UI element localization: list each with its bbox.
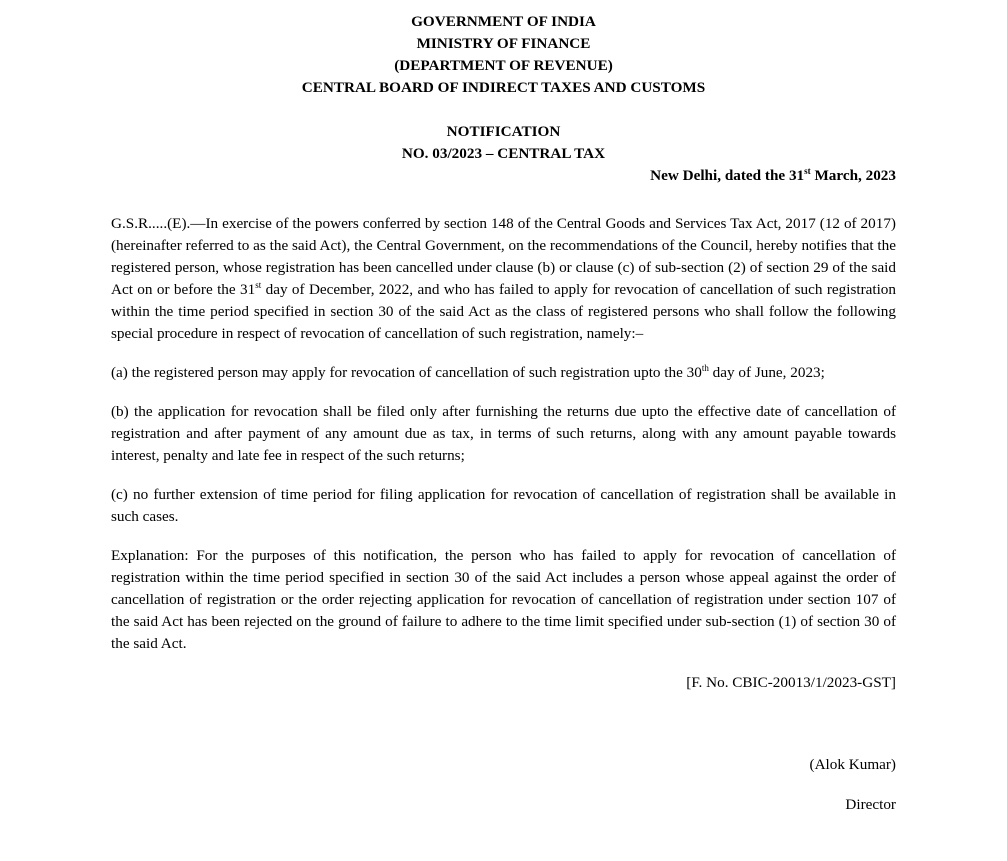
date-prefix: New Delhi, dated the 31: [650, 167, 805, 184]
notification-date: [111, 165, 896, 187]
clause-b: (b) the application for revocation shall be filed only after furnishing the returns due upto the effective date of cancellation of registration and after payment of any amount due as tax, in terms of such returns, along with any amount payable towards interest, penalty and late fee in respect of the such returns;: [111, 403, 896, 464]
signatory-designation: Director: [845, 796, 896, 813]
notification-document: [111, 11, 896, 816]
header-board: CENTRAL BOARD OF INDIRECT TAXES AND CUSTOMS: [301, 79, 706, 96]
header-ministry: MINISTRY OF FINANCE: [416, 35, 591, 52]
preamble-paragraph: [111, 213, 896, 345]
date-suffix: March, 2023: [810, 167, 896, 184]
header-department: (DEPARTMENT OF REVENUE): [394, 57, 613, 74]
explanation-paragraph: Explanation: For the purposes of this notification, the person who has failed to apply for revocation of cancellation of registration within the time period specified in section 30 of the said Act includes a person whose appeal against the order of cancellation of registration or the order rejecting application for revocation of cancellation of registration under section 107 of the said Act has been rejected on the ground of failure to adhere to the time limit specified under sub-section (1) of section 30 of the said Act.: [111, 547, 896, 652]
signatory-name: (Alok Kumar): [809, 756, 896, 773]
clause-a: [111, 362, 896, 384]
preamble-part-b: day of December, 2022, and who has failed to apply for revocation of cancellation of such registration within the time period specified in section 30 of the said Act as the class of registered persons who shall follow the following special procedure in respect of revocation of cancellation of such registration, namely:–: [111, 281, 896, 342]
clause-a-text: (a) the registered person may apply for revocation of cancellation of such registration upto the 30: [111, 364, 702, 381]
notification-title: NOTIFICATION: [446, 123, 561, 140]
date-superscript: st: [804, 165, 811, 176]
clause-a-end: day of June, 2023;: [708, 364, 825, 381]
notification-heading: [111, 121, 896, 187]
clause-c: (c) no further extension of time period for filing application for revocation of cancellation of registration shall be available in such cases.: [111, 486, 896, 525]
file-number: [F. No. CBIC-20013/1/2023-GST]: [686, 674, 896, 691]
document-header: [111, 11, 896, 99]
header-government: GOVERNMENT OF INDIA: [411, 13, 596, 30]
notification-number: NO. 03/2023 – CENTRAL TAX: [401, 145, 606, 162]
clause-a-superscript: th: [701, 362, 709, 373]
preamble-part-a: G.S.R.....(E).—In exercise of the powers conferred by section 148 of the Central Goods and Services Tax Act, 2017 (12 of 2017) (hereinafter referred to as the said Act), the Central Government, on the recommendations of the Council, hereby notifies that the registered person, whose registration has been cancelled under clause (b) or clause (c) of sub-section (2) of section 29 of the said Act on or before the 31: [111, 215, 896, 298]
preamble-superscript: st: [255, 279, 262, 290]
